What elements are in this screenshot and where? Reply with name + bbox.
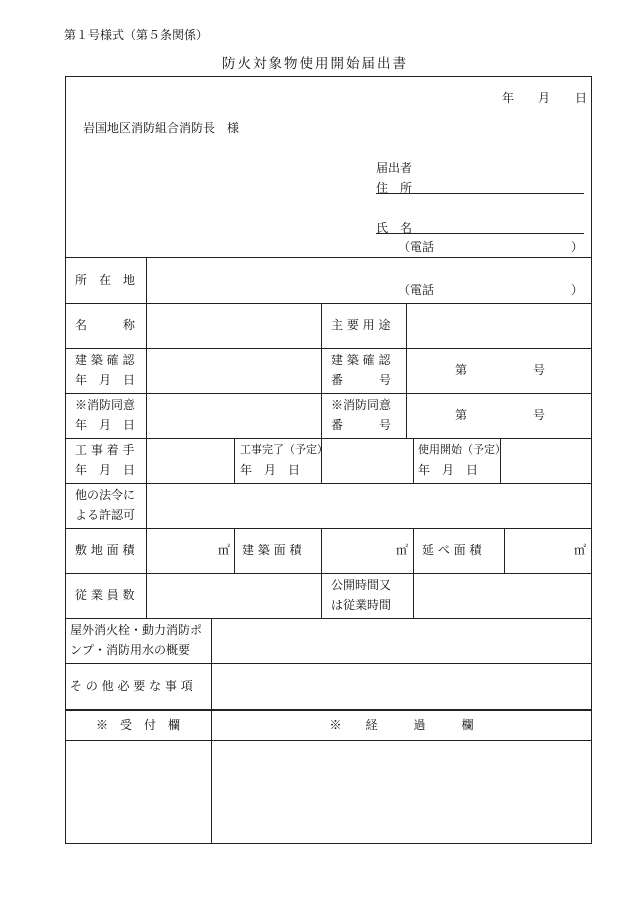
reception-header: ※ 受 付 欄 xyxy=(95,718,180,732)
location-phone-open: （電話 xyxy=(398,283,435,297)
floor-area-unit: ㎡ xyxy=(574,543,587,557)
building-area-label: 建 築 面 積 xyxy=(242,543,302,557)
outdoor-hydrant-line1: 屋外消火栓・動力消防ポ xyxy=(70,623,203,637)
date-month: 月 xyxy=(538,91,551,105)
building-area-unit: ㎡ xyxy=(396,543,409,557)
other-permits-line1: 他の法令に xyxy=(75,488,136,502)
outdoor-hydrant-line2: ンプ・消防用水の概要 xyxy=(70,643,191,657)
construction-end-line2: 年 月 日 xyxy=(240,463,301,477)
divider xyxy=(65,528,592,529)
address-underline xyxy=(376,193,584,194)
form-number: 第１号様式（第５条関係） xyxy=(64,28,209,42)
fire-consent-date-line2: 年 月 日 xyxy=(75,418,136,432)
fire-consent-no-line1: ※消防同意 xyxy=(331,398,392,412)
building-confirm-dai: 第 xyxy=(455,363,468,377)
divider xyxy=(65,483,592,484)
construction-start-line2: 年 月 日 xyxy=(75,463,136,477)
notifier-phone-open: （電話 xyxy=(398,240,435,254)
notifier-heading: 届出者 xyxy=(376,161,413,175)
date-day: 日 xyxy=(575,91,588,105)
use-start-line2: 年 月 日 xyxy=(418,463,479,477)
divider xyxy=(65,303,592,304)
construction-end-line1: 工事完了（予定） xyxy=(240,443,328,456)
main-use-label: 主 要 用 途 xyxy=(331,318,391,332)
divider xyxy=(234,528,235,573)
divider xyxy=(65,257,592,258)
divider xyxy=(65,740,592,741)
divider xyxy=(504,528,505,573)
public-hours-line1: 公開時間又 xyxy=(331,578,392,592)
location-phone-close: ） xyxy=(571,283,584,297)
divider xyxy=(413,528,414,618)
divider xyxy=(65,709,592,711)
name-label: 氏 名 xyxy=(376,221,413,235)
public-hours-line2: は従業時間 xyxy=(331,598,392,612)
divider xyxy=(321,303,322,438)
name-row-label: 名 称 xyxy=(75,318,136,332)
other-permits-line2: よる許認可 xyxy=(75,508,136,522)
employees-label: 従 業 員 数 xyxy=(75,588,135,602)
date-year: 年 xyxy=(502,91,515,105)
notifier-phone-close: ） xyxy=(571,240,584,254)
divider xyxy=(65,393,592,394)
divider xyxy=(234,438,235,483)
building-confirm-go: 号 xyxy=(533,363,546,377)
divider xyxy=(65,348,592,349)
fire-consent-go: 号 xyxy=(533,408,546,422)
divider xyxy=(406,303,407,438)
building-confirm-no-line1: 建 築 確 認 xyxy=(331,353,391,367)
name-underline xyxy=(376,233,584,234)
site-area-label: 敷 地 面 積 xyxy=(75,543,135,557)
construction-start-line1: 工 事 着 手 xyxy=(75,443,135,457)
fire-consent-no-line2: 番 号 xyxy=(331,418,392,432)
divider xyxy=(65,438,592,439)
building-confirm-date-line2: 年 月 日 xyxy=(75,373,136,387)
building-confirm-date-line1: 建 築 確 認 xyxy=(75,353,135,367)
document-title: 防火対象物使用開始届出書 xyxy=(222,56,408,72)
divider xyxy=(321,528,322,618)
addressee: 岩国地区消防組合消防長 様 xyxy=(83,121,240,135)
progress-header: ※ 経 過 欄 xyxy=(329,718,474,732)
building-confirm-no-line2: 番 号 xyxy=(331,373,392,387)
use-start-line1: 使用開始（予定） xyxy=(418,443,506,456)
floor-area-label: 延 べ 面 積 xyxy=(422,543,482,557)
divider xyxy=(65,663,592,664)
divider xyxy=(146,257,147,618)
fire-consent-date-line1: ※消防同意 xyxy=(75,398,136,412)
address-label: 住 所 xyxy=(376,181,413,195)
location-label: 所 在 地 xyxy=(75,273,136,287)
site-area-unit: ㎡ xyxy=(218,543,231,557)
divider xyxy=(413,438,414,483)
divider xyxy=(65,573,592,574)
fire-consent-dai: 第 xyxy=(455,408,468,422)
other-items-label: そ の 他 必 要 な 事 項 xyxy=(70,679,193,693)
